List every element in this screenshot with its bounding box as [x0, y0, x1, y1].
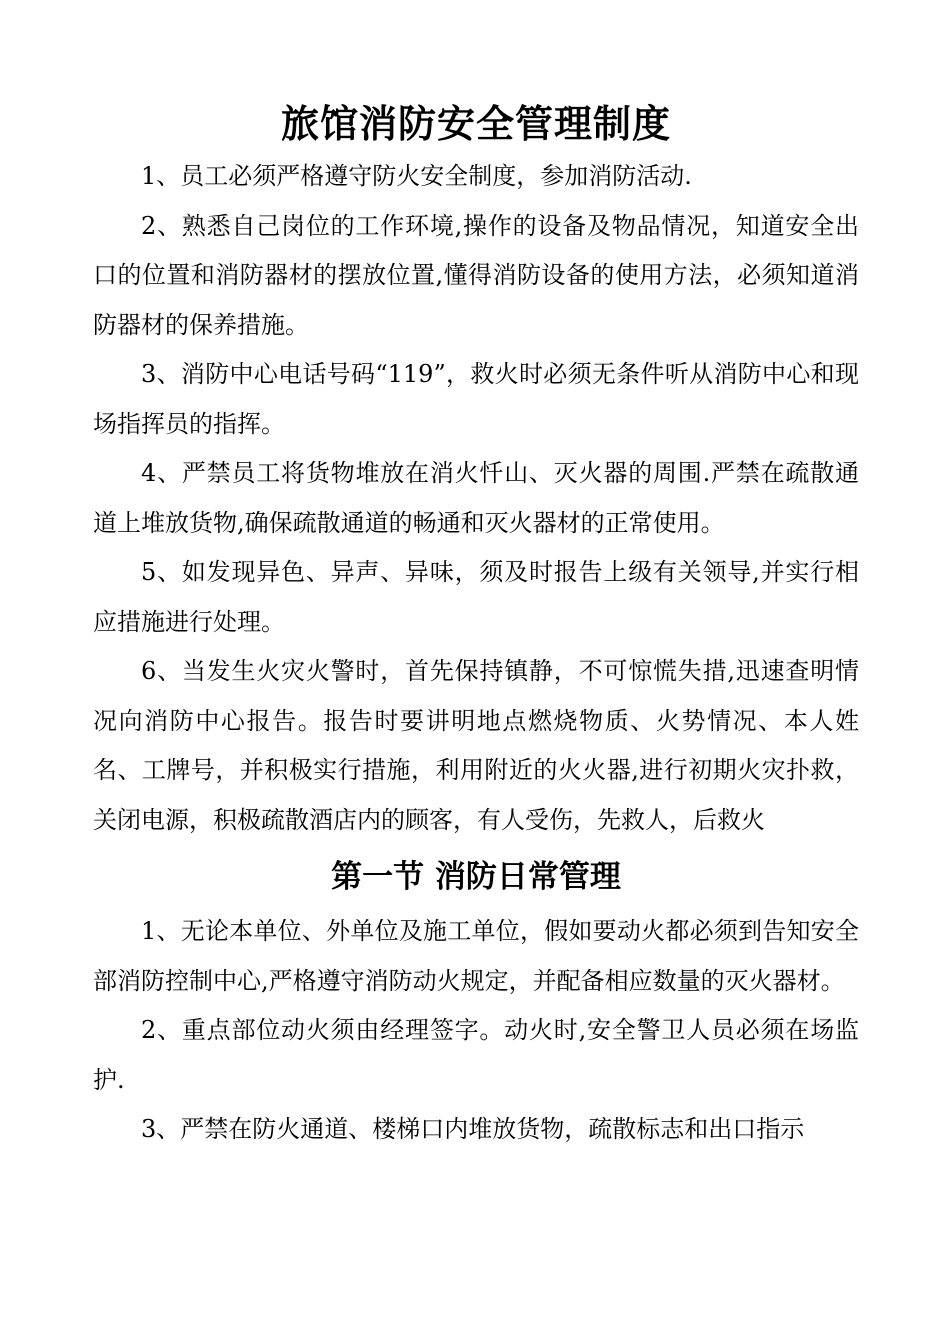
- document-title: 旅馆消防安全管理制度: [280, 101, 671, 146]
- section-heading: 第一节 消防日常管理: [331, 859, 621, 895]
- section-paragraph-2: 2、重点部位动火须由经理签字。动火时,安全警卫人员必须在场监护.: [93, 1016, 859, 1094]
- paragraph-5: 5、如发现异色、异声、异味，须及时报告上级有关领导,并实行相应措施进行处理。: [93, 558, 859, 636]
- paragraph-4: 4、严禁员工将货物堆放在消火忏山、灭火器的周围.严禁在疏散通道上堆放货物,确保疏散通道的畅通和灭火器材的正常使用。: [93, 459, 859, 537]
- section-paragraph-1: 1、无论本单位、外单位及施工单位，假如要动火都必须到告知安全部消防控制中心,严格遵守消防动火规定，并配备相应数量的灭火器材。: [93, 917, 859, 995]
- section-paragraph-3: 3、严禁在防火通道、楼梯口内堆放货物，疏散标志和出口指示: [141, 1115, 805, 1143]
- paragraph-3: 3、消防中心电话号码“119”，救火时必须无条件听从消防中心和现场指挥员的指挥。: [93, 360, 859, 438]
- paragraph-1: 1、员工必须严格遵守防火安全制度，参加消防活动.: [141, 162, 692, 190]
- paragraph-6: 6、当发生火灾火警时，首先保持镇静，不可惊慌失措,迅速查明情况向消防中心报告。报告时要讲明地点燃烧物质、火势情况、本人姓名、工牌号，并积极实行措施，利用附近的火火器,进行初期火灾扑救，关闭电源，积极疏散酒店内的顾客，有人受伤，先救人，后救火: [93, 657, 859, 834]
- document-page: [93, 96, 859, 1155]
- paragraph-2: 2、熟悉自己岗位的工作环境,操作的设备及物品情况，知道安全出口的位置和消防器材的摆放位置,懂得消防设备的使用方法，必须知道消防器材的保养措施。: [93, 211, 859, 339]
